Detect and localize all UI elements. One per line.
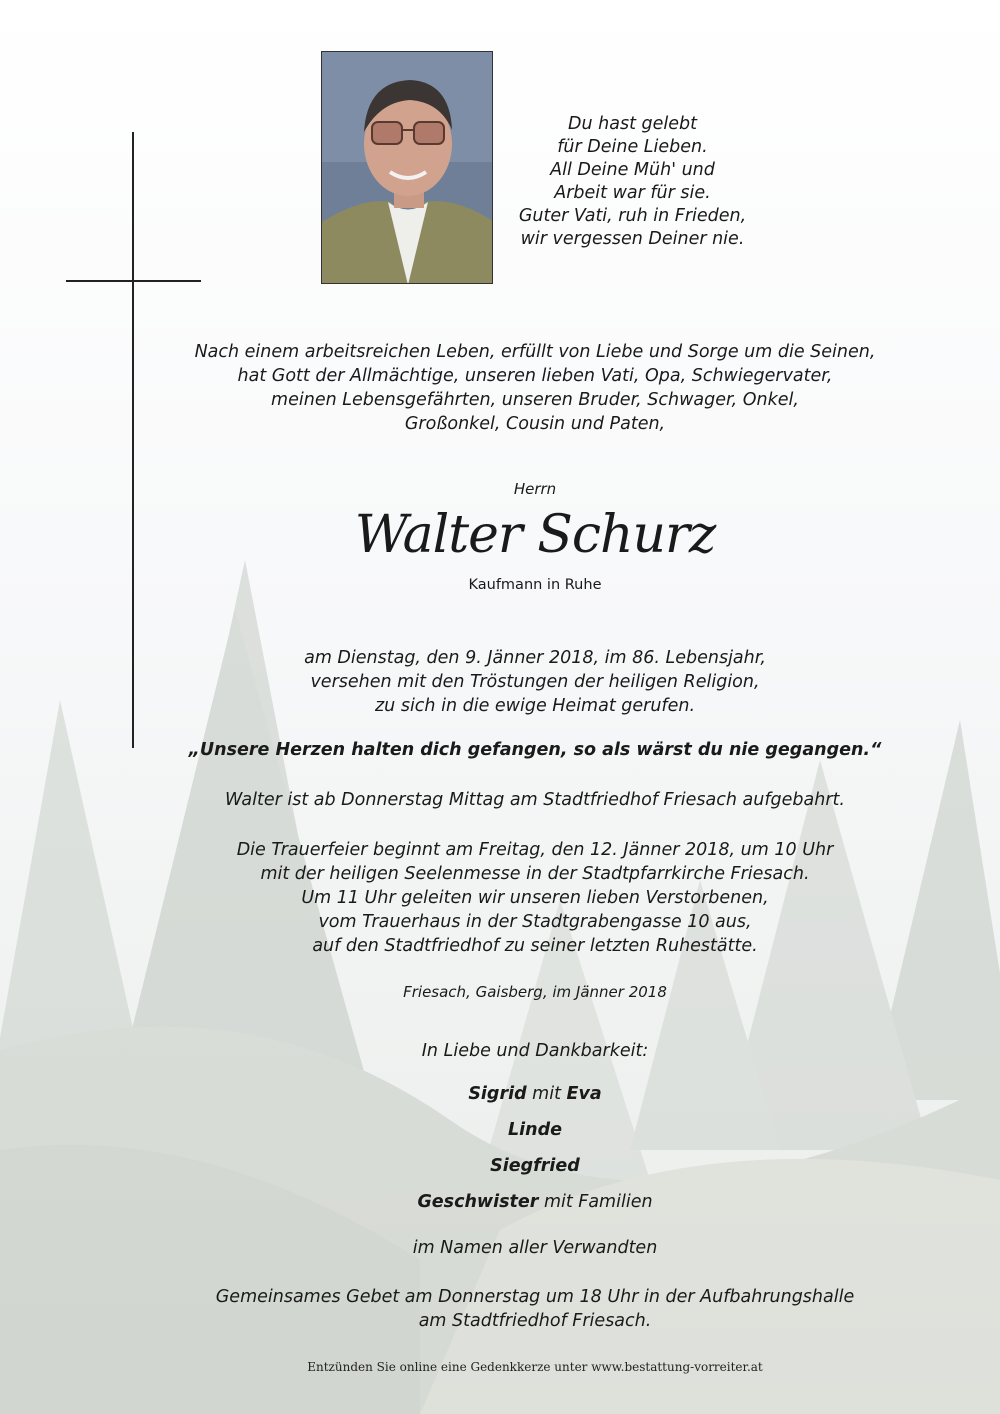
- death-line: versehen mit den Tröstungen der heiligen Religion,: [310, 672, 760, 692]
- poem-line: All Deine Müh' und: [550, 160, 715, 180]
- closing-phrase: In Liebe und Dankbarkeit:: [421, 1041, 649, 1061]
- prayer-notice: [140, 1285, 930, 1333]
- intro-text: [120, 340, 950, 436]
- mourner-line: [300, 1156, 770, 1176]
- prayer-line: am Stadtfriedhof Friesach.: [418, 1311, 652, 1331]
- death-line: am Dienstag, den 9. Jänner 2018, im 86. Lebensjahr,: [304, 648, 766, 668]
- portrait-photo: [321, 51, 493, 284]
- cross-horizontal-bar: [66, 280, 201, 282]
- mourner-name: Geschwister: [417, 1192, 539, 1212]
- salutation: Herrn: [513, 480, 557, 498]
- funeral-line: Die Trauerfeier beginnt am Freitag, den 12. Jänner 2018, um 10 Uhr: [236, 840, 834, 860]
- memorial-quote: „Unsere Herzen halten dich gefangen, so als wärst du nie gegangen.“: [188, 740, 882, 760]
- funeral-details: [140, 838, 930, 958]
- deceased-name: Walter Schurz: [354, 505, 716, 565]
- mourner-line: [300, 1084, 770, 1104]
- mourner-name: Siegfried: [490, 1156, 580, 1176]
- mourner-name: Linde: [507, 1120, 562, 1140]
- intro-line: hat Gott der Allmächtige, unseren lieben Vati, Opa, Schwiegervater,: [237, 366, 833, 386]
- place-date: Friesach, Gaisberg, im Jänner 2018: [403, 983, 667, 1001]
- mourner-line: [300, 1120, 770, 1140]
- footer-note: Entzünden Sie online eine Gedenkkerze unter www.bestattung-vorreiter.at: [307, 1360, 763, 1374]
- intro-line: Nach einem arbeitsreichen Leben, erfüllt von Liebe und Sorge um die Seinen,: [194, 342, 876, 362]
- mourner-suffix: mit Familien: [538, 1192, 653, 1212]
- poem-line: Arbeit war für sie.: [554, 183, 711, 203]
- poem-line: für Deine Lieben.: [557, 137, 708, 157]
- cross-vertical-bar: [132, 132, 134, 748]
- occupation: Kaufmann in Ruhe: [468, 577, 602, 593]
- mourner-name: Eva: [566, 1084, 602, 1104]
- intro-line: meinen Lebensgefährten, unseren Bruder, Schwager, Onkel,: [271, 390, 799, 410]
- funeral-line: mit der heiligen Seelenmesse in der Stadtpfarrkirche Friesach.: [260, 864, 810, 884]
- poem-line: wir vergessen Deiner nie.: [520, 229, 745, 249]
- laying-out-notice: Walter ist ab Donnerstag Mittag am Stadtfriedhof Friesach aufgebahrt.: [225, 790, 845, 810]
- poem-line: Du hast gelebt: [568, 114, 697, 134]
- death-notice: [170, 646, 900, 718]
- prayer-line: Gemeinsames Gebet am Donnerstag um 18 Uhr in der Aufbahrungshalle: [215, 1287, 855, 1307]
- mourner-connector: mit: [526, 1084, 567, 1104]
- funeral-line: Um 11 Uhr geleiten wir unseren lieben Verstorbenen,: [301, 888, 769, 908]
- intro-line: Großonkel, Cousin und Paten,: [404, 414, 666, 434]
- death-line: zu sich in die ewige Heimat gerufen.: [374, 696, 696, 716]
- mourner-line: [300, 1192, 770, 1212]
- poem-line: Guter Vati, ruh in Frieden,: [518, 206, 747, 226]
- poem: [500, 113, 765, 251]
- funeral-line: vom Trauerhaus in der Stadtgrabengasse 10 aus,: [318, 912, 752, 932]
- funeral-line: auf den Stadtfriedhof zu seiner letzten Ruhestätte.: [312, 936, 758, 956]
- mourner-name: Sigrid: [468, 1084, 527, 1104]
- relatives-note: im Namen aller Verwandten: [412, 1238, 658, 1258]
